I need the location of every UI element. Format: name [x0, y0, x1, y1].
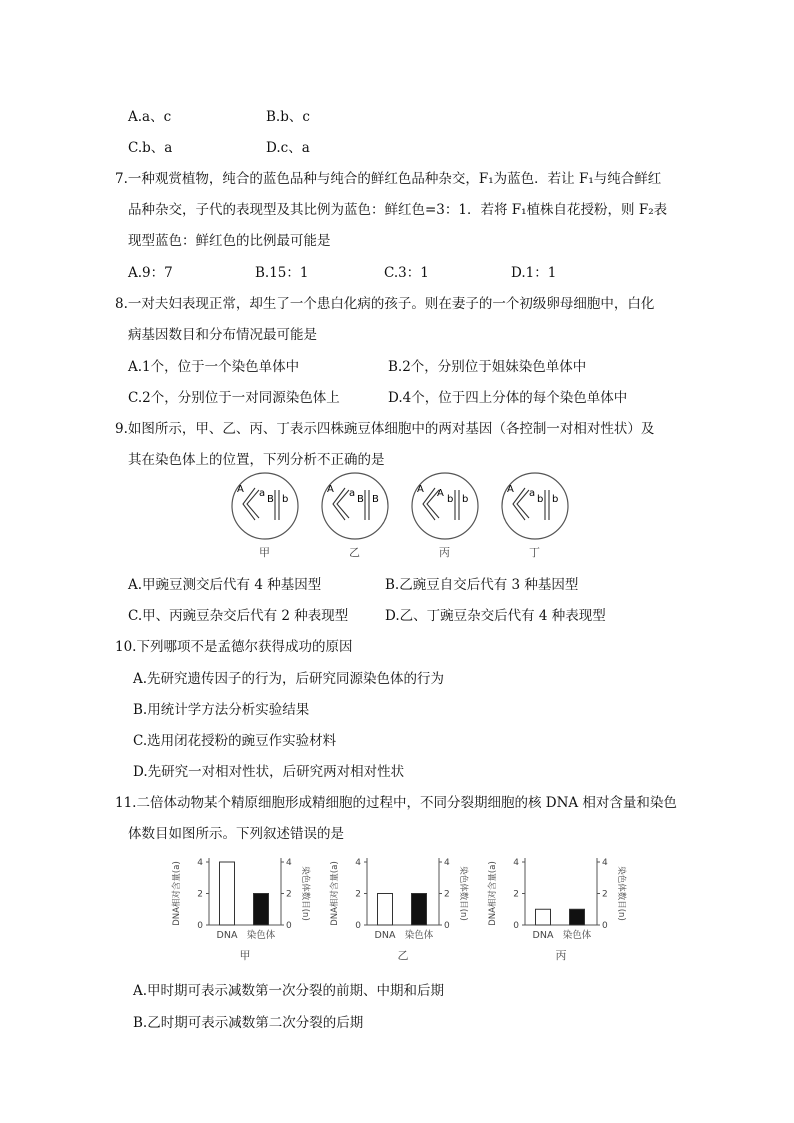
q6-option-c: C.b、a: [128, 140, 173, 156]
x-tick-label: DNA: [216, 930, 238, 941]
cell-membrane: [322, 473, 388, 539]
y2-tick-label: 4: [602, 858, 608, 868]
q8-option-c: C.2个，分别位于一对同源染色体上: [128, 390, 340, 406]
chromosome-bar: [254, 894, 269, 926]
gene-label: A: [327, 484, 334, 495]
y-axis-label: DNA相对含量(a): [172, 861, 182, 926]
q9-cell-diagram: [225, 468, 575, 560]
gene-label: B: [357, 494, 364, 505]
q8-option-b: B.2个，分别位于姐妹染色单体中: [388, 359, 587, 375]
x-tick-label: 染色体: [562, 930, 592, 941]
q9-option-d: D.乙、丁豌豆杂交后代有 4 种表现型: [385, 608, 606, 624]
y2-tick-label: 0: [444, 921, 450, 931]
x-tick-label: 染色体: [246, 930, 276, 941]
q11-stem-line1: 11.二倍体动物某个精原细胞形成精细胞的过程中，不同分裂期细胞的核 DNA 相对含量和染色: [115, 795, 677, 811]
q11-option-a: A.甲时期可表示减数第一次分裂的前期、中期和后期: [133, 983, 445, 999]
chart-title: 乙: [397, 949, 409, 962]
chart-title: 丙: [555, 949, 567, 962]
y2-tick-label: 2: [286, 889, 292, 900]
q10-option-b: B.用统计学方法分析实验结果: [133, 702, 310, 718]
gene-label: b: [537, 494, 544, 505]
q7-stem-line1: 7.一种观赏植物，纯合的蓝色品种与纯合的鲜红色品种杂交，F₁为蓝色．若让 F₁与纯合鲜红: [115, 171, 662, 187]
q9-option-a: A.甲豌豆测交后代有 4 种基因型: [128, 577, 322, 593]
q9-option-c: C.甲、丙豌豆杂交后代有 2 种表现型: [128, 608, 349, 624]
chromosome-bent-left: [513, 488, 529, 520]
y2-tick-label: 4: [286, 858, 292, 868]
q7-stem-line2: 品种杂交，子代的表现型及其比例为蓝色：鲜红色=3：1．若将 F₁植株自花授粉，则 F₂表: [128, 202, 668, 218]
cell-membrane: [502, 473, 568, 539]
q8-option-d: D.4个，位于四上分体的每个染色单体中: [388, 390, 628, 406]
y-tick-label: 4: [355, 858, 361, 868]
gene-label: A: [507, 484, 514, 495]
cell-bing: [412, 473, 478, 559]
cell-jia: [232, 473, 298, 559]
y-tick-label: 0: [513, 921, 519, 931]
y-axis-label: DNA相对含量(a): [488, 861, 498, 926]
cell-ding: [502, 473, 568, 559]
cell-label-ding: 丁: [529, 546, 540, 559]
q11-option-b: B.乙时期可表示减数第二次分裂的后期: [133, 1015, 364, 1031]
q8-option-a: A.1个，位于一个染色单体中: [128, 359, 300, 375]
cell-yi: [322, 473, 388, 559]
y-axis-label: DNA相对含量(a): [330, 861, 340, 926]
q9-option-b: B.乙豌豆自交后代有 3 种基因型: [385, 577, 579, 593]
q10-option-a: A.先研究遗传因子的行为，后研究同源染色体的行为: [133, 671, 445, 687]
gene-label: b: [447, 494, 454, 505]
y2-tick-label: 0: [286, 921, 292, 931]
x-tick-label: DNA: [532, 930, 554, 941]
x-tick-label: DNA: [374, 930, 396, 941]
gene-label: B: [372, 494, 379, 505]
cell-label-jia: 甲: [259, 546, 270, 559]
gene-label: b: [282, 494, 289, 505]
y-tick-label: 0: [355, 921, 361, 931]
y2-tick-label: 2: [444, 889, 450, 900]
q9-stem-line1: 9.如图所示，甲、乙、丙、丁表示四株豌豆体细胞中的两对基因（各控制一对相对性状）及: [115, 421, 655, 437]
dna-bar: [536, 909, 551, 925]
y2-tick-label: 0: [602, 921, 608, 931]
chromosome-bent-left: [333, 488, 349, 520]
dna-bar: [378, 894, 393, 926]
chromosome-bent-left: [243, 488, 259, 520]
q10-option-d: D.先研究一对相对性状，后研究两对相对性状: [133, 764, 405, 780]
q11-bar-charts: [165, 848, 635, 963]
q7-option-b: B.15：1: [255, 265, 309, 281]
gene-label: a: [529, 488, 536, 499]
q6-option-b: B.b、c: [266, 109, 310, 125]
chart-title: 甲: [239, 949, 251, 962]
q7-option-d: D.1：1: [511, 265, 557, 281]
cell-label-yi: 乙: [349, 546, 360, 559]
q7-option-c: C.3：1: [384, 265, 429, 281]
chromosome-straight-right: [455, 490, 459, 520]
q6-option-d: D.c、a: [266, 140, 310, 156]
gene-label: B: [267, 494, 274, 505]
gene-label: A: [437, 488, 444, 499]
gene-label: b: [552, 494, 559, 505]
y2-tick-label: 4: [444, 858, 450, 868]
gene-label: A: [417, 484, 424, 495]
y-tick-label: 4: [513, 858, 519, 868]
chromosome-straight-right: [545, 490, 549, 520]
chromosome-bar: [570, 909, 585, 925]
q7-stem-line3: 现型蓝色：鲜红色的比例最可能是: [128, 233, 331, 249]
y-tick-label: 2: [197, 889, 203, 900]
gene-label: a: [349, 488, 356, 499]
y2-axis-label: 染色体数目(n): [616, 866, 626, 921]
dna-bar: [220, 862, 235, 925]
q10-option-c: C.选用闭花授粉的豌豆作实验材料: [133, 733, 337, 749]
q10-stem: 10.下列哪项不是孟德尔获得成功的原因: [115, 639, 353, 655]
gene-label: b: [462, 494, 469, 505]
y2-axis-label: 染色体数目(n): [458, 866, 468, 921]
q7-option-a: A.9：7: [128, 265, 173, 281]
chromosome-bar: [412, 894, 427, 926]
chromosome-straight-right: [275, 490, 279, 520]
y2-tick-label: 2: [602, 889, 608, 900]
y-tick-label: 2: [513, 889, 519, 900]
y-tick-label: 2: [355, 889, 361, 900]
q6-option-a: A.a、c: [128, 109, 172, 125]
x-tick-label: 染色体: [404, 930, 434, 941]
y-tick-label: 4: [197, 858, 203, 868]
chromosome-straight-right: [365, 490, 369, 520]
q8-stem-line2: 病基因数目和分布情况最可能是: [128, 327, 317, 343]
q8-stem-line1: 8.一对夫妇表现正常，却生了一个患白化病的孩子。则在妻子的一个初级卵母细胞中，白化: [115, 296, 655, 312]
q11-stem-line2: 体数目如图所示。下列叙述错误的是: [128, 826, 344, 842]
cell-label-bing: 丙: [439, 546, 450, 559]
gene-label: A: [237, 484, 244, 495]
cell-membrane: [412, 473, 478, 539]
q9-stem-line2: 其在染色体上的位置，下列分析不正确的是: [128, 452, 385, 468]
gene-label: a: [259, 488, 266, 499]
y2-axis-label: 染色体数目(n): [300, 866, 310, 921]
cell-membrane: [232, 473, 298, 539]
y-tick-label: 0: [197, 921, 203, 931]
